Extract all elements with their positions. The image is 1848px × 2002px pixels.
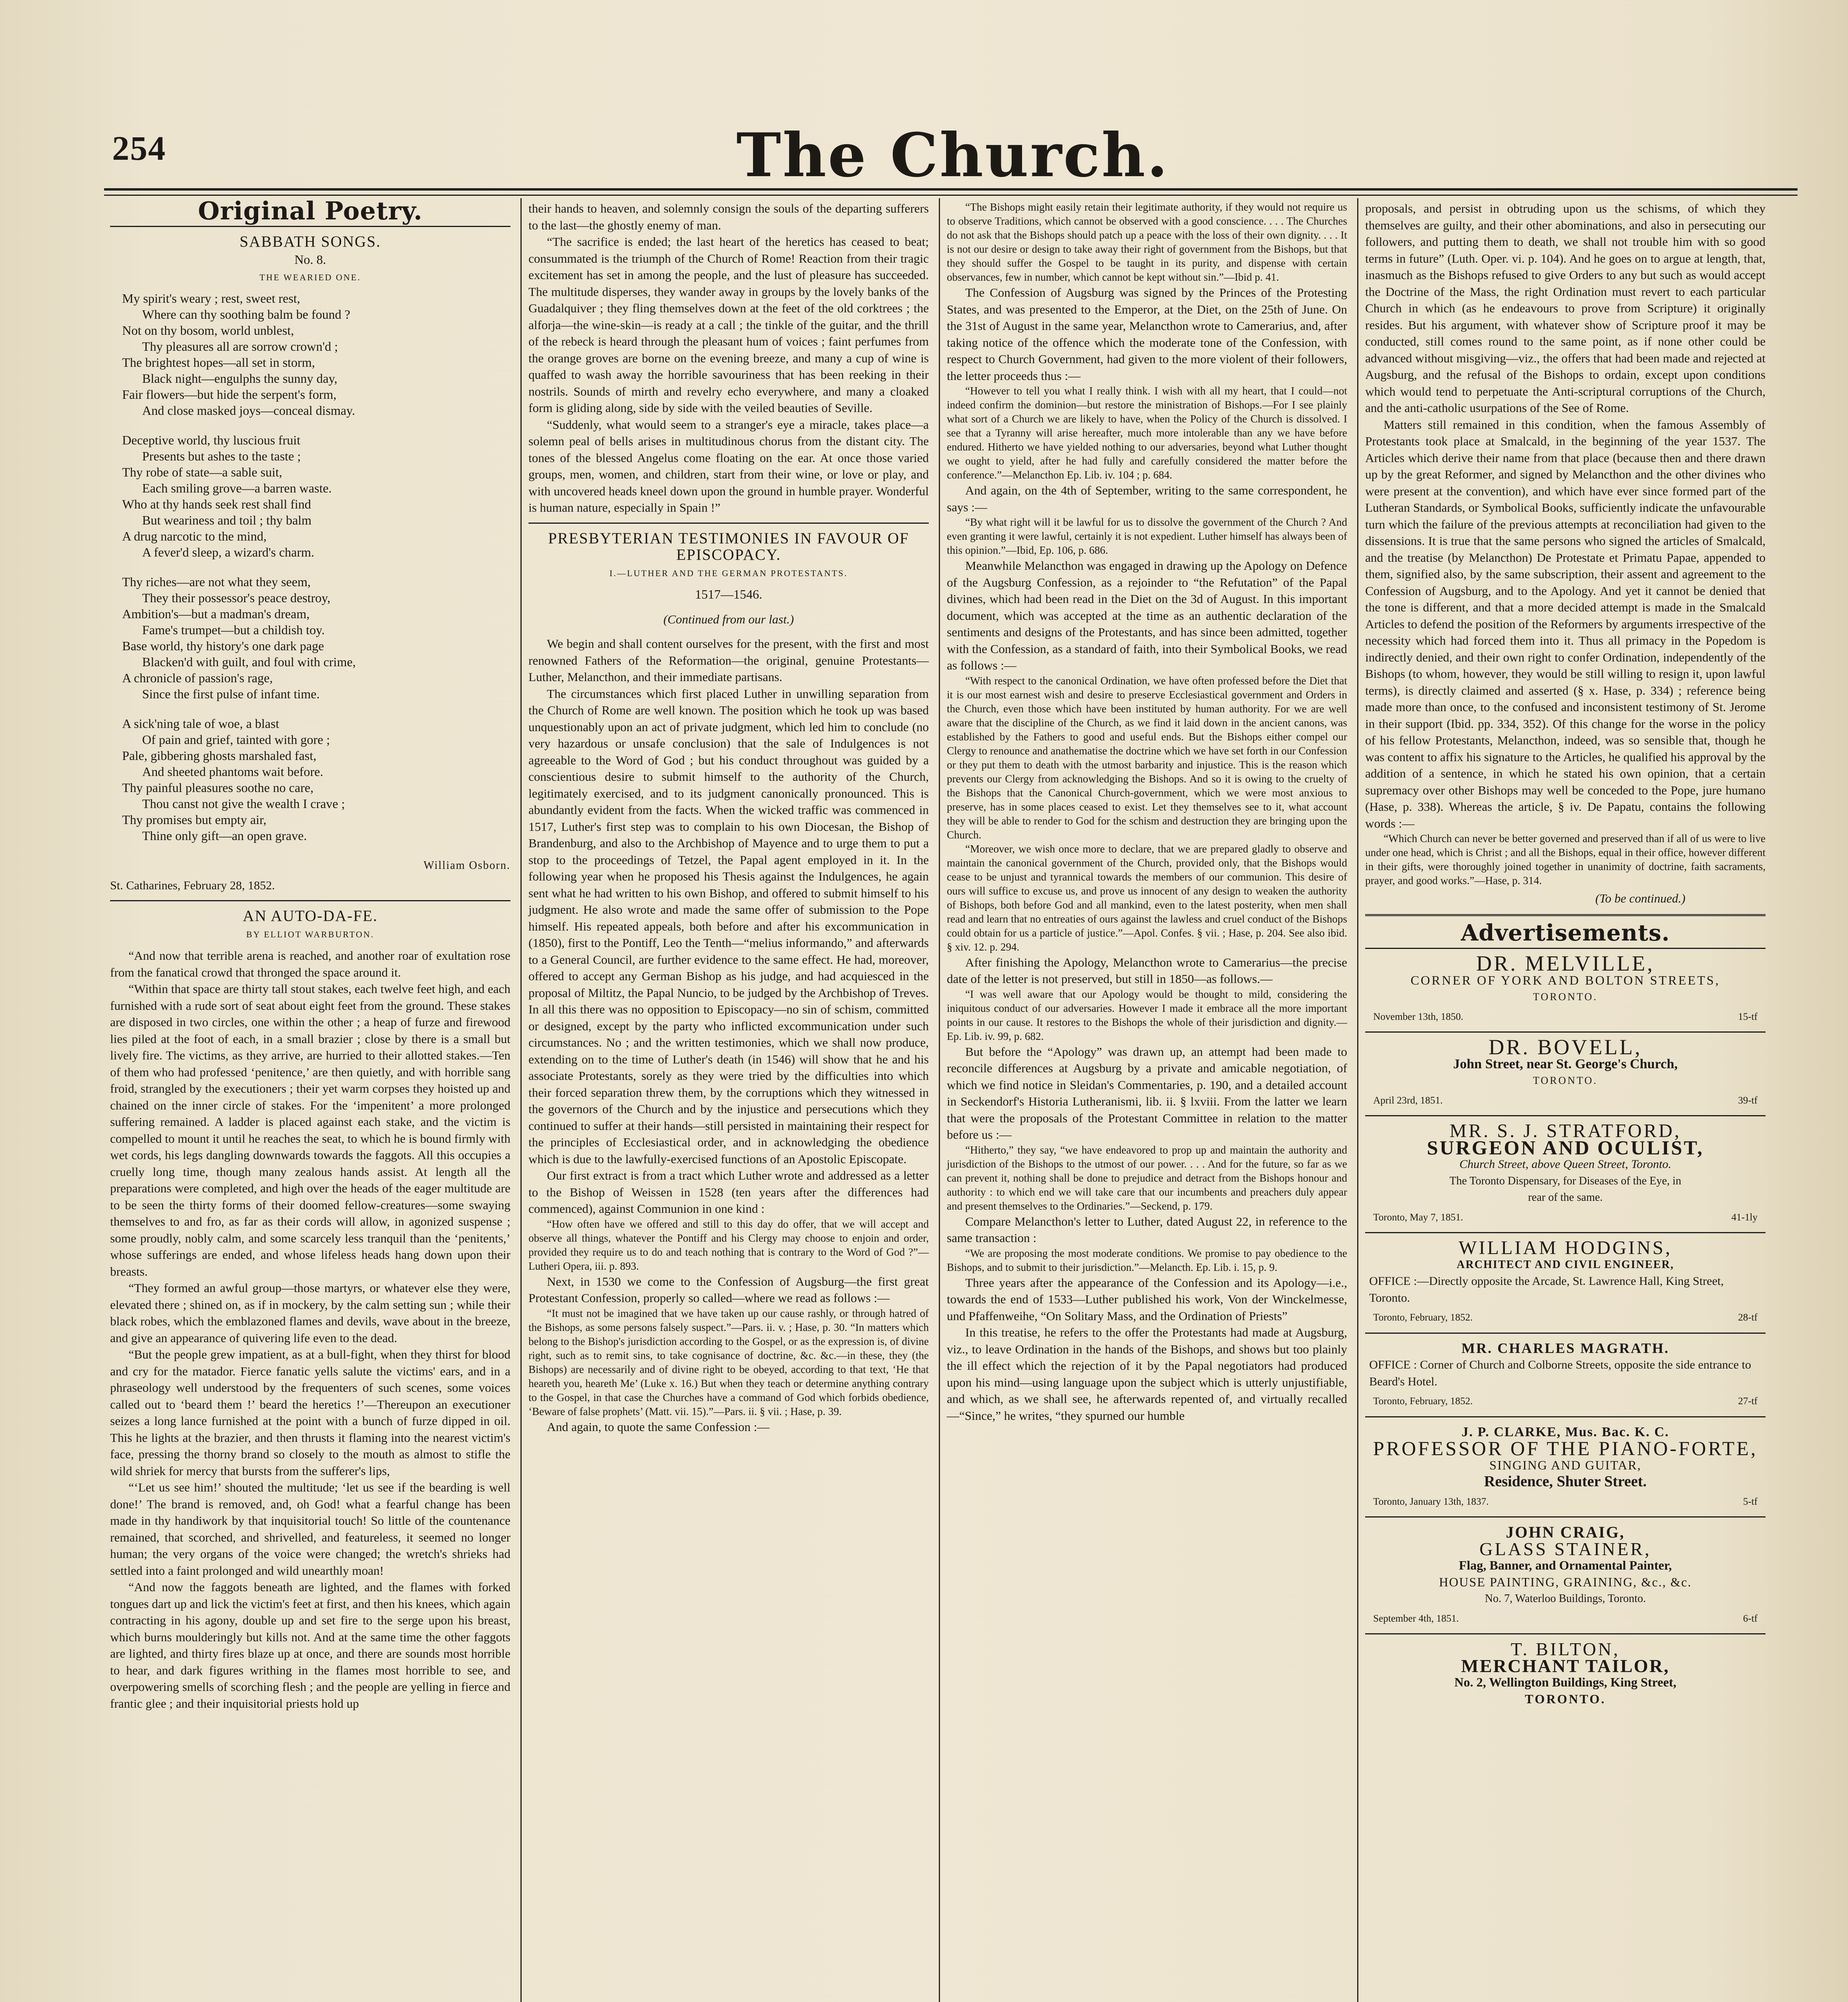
ad-melville bbox=[1365, 951, 1766, 1025]
article-years: 1517—1546. bbox=[695, 587, 762, 601]
poem-line: Thy promises but empty air, bbox=[122, 812, 267, 827]
divider bbox=[1365, 1516, 1766, 1518]
ad-code: 39-tf bbox=[1738, 1095, 1758, 1106]
divider bbox=[1365, 1232, 1766, 1233]
column-4 bbox=[1365, 200, 1766, 1711]
paragraph: “And now the faggots beneath are lighted, and the flames with forked tongues dart up and lick the victim's feet at first, and then his knees, which again contracting in his agony, double up and set fire to the serge upon his breast, which burns moulderingly but kills not. And at the same time the other faggots are lighted, and thirty fires blaze up at once, and there are sounds most horrible to hear, and dark figures writhing in the flames most horrible to see, and overpowering smells of scorching flesh ; and the people are yelling in fierce and frantic glee ; and their inquisitorial priests hold up bbox=[110, 1580, 510, 1711]
ad-name: MR. CHARLES MAGRATH. bbox=[1461, 1340, 1669, 1356]
poem-line: Fair flowers—but hide the serpent's form, bbox=[122, 387, 337, 402]
section-heading-advertisements: Advertisements. bbox=[1460, 919, 1670, 946]
divider bbox=[1365, 1333, 1766, 1334]
paragraph: And again, on the 4th of September, writing to the same correspondent, he says :— bbox=[947, 483, 1347, 514]
poem-place-date: St. Catharines, February 28, 1852. bbox=[110, 878, 275, 892]
poem-line: Thou canst not give the wealth I crave ; bbox=[142, 796, 345, 811]
poem-line: Blacken'd with guilt, and foul with crime, bbox=[142, 655, 356, 669]
divider bbox=[1365, 1633, 1766, 1634]
ad-meta bbox=[1365, 1493, 1766, 1510]
poem-line: Base world, thy history's one dark page bbox=[122, 639, 324, 653]
header-rule bbox=[104, 188, 1798, 196]
poem-line: Since the first pulse of infant time. bbox=[142, 687, 320, 701]
ad-date: November 13th, 1850. bbox=[1373, 1011, 1463, 1022]
poem-line: Pale, gibbering ghosts marshaled fast, bbox=[122, 748, 317, 763]
divider bbox=[110, 900, 510, 901]
poem-line: Thy riches—are not what they seem, bbox=[122, 575, 311, 589]
ad-code: 28-tf bbox=[1738, 1312, 1758, 1323]
divider bbox=[1365, 1031, 1766, 1033]
paragraph: In this treatise, he refers to the offer the Protestants had made at Augsburg, viz., to leave Ordination in the hands of the Bishops, and shows but too plainly the ill effect which the rejection of it by the Papal negotiators had produced upon his mind—using language upon the subject which is utterly unjustifiable, and which, as we shall see, he afterwards repented of, and virtually recalled—“Since,” he writes, “they spurned our humble bbox=[947, 1325, 1347, 1423]
ad-name: JOHN CRAIG, bbox=[1506, 1523, 1625, 1541]
ad-date: Toronto, May 7, 1851. bbox=[1373, 1212, 1463, 1223]
poem-line: Thy robe of state—a sable suit, bbox=[122, 465, 282, 479]
paragraph: Matters still remained in this condition, when the famous Assembly of Protestants took place at Smalcald, in the beginning of the year 1537. The Articles which derive their name from that place (because then and there drawn up by the great Reformer, and signed by Melancthon and the other divines who were present at the convention), and which have ever since formed part of the Lutheran Standards, or Symbolical Books, sufficiently indicate the unfavourable turn which the failure of the previous attempts at reconciliation had given to the dissensions. It is true that the same persons who signed the articles of Smalcald, and the treatise (by Melancthon) De Protestate et Primatu Papae, appended to them, signified also, by the same subscription, their assent and agreement to the Confession of Augsburg, and to the Apology. And yet it cannot be denied that the tone is different, and that a more decided attempt is made in the Smalcald Articles to defend the position of the Reformers by arguments irrespective of the necessity which had forced them into it. Thus all primacy in the Popedom is indirectly denied, and their own right to confer Ordination, independently of the Bishops (to whom, however, they would be still willing to resign it, upon lawful terms), is directly claimed and asserted (§ x. Hase, p. 334) ; reference being made more than once, to the confused and inconsistent testimony of St. Jerome in their support (Ibid. pp. 334, 352). Of this change for the worse in the policy of his fellow Protestants, Melancthon, indeed, was so sensible that, though he was content to affix his signature to the Articles, he qualified his approval by the addition of a sentence, in which he stated his own opinion, that a certain supremacy over other Bishops may well be conceded to the Pope, jure humano (Hase, p. 338). Whereas the article, § iv. De Papatu, contains the following words :— bbox=[1365, 417, 1766, 830]
ad-name: DR. MELVILLE, bbox=[1476, 951, 1655, 975]
continued-note: (Continued from our last.) bbox=[663, 612, 794, 626]
ad-meta bbox=[1365, 1092, 1766, 1109]
quotation: “It must not be imagined that we have taken up our cause rashly, or through hatred of the Bishops, as some persons falsely suspect.”—Pars. ii. v. ; Hase, p. 30. “In matters which belong to the Bishop's jurisdiction according to the Gospel, or as the expression is, of divine right, such as to remit sins, to take cognisance of doctrine, &c. &c.—in these, they (the Bishops) are necessarily and of divine right to be obeyed, according to that text, ‘He that heareth you, heareth Me’ (Luke x. 16.) But when they teach or determine anything contrary to the Gospel, in that case the Churches have a command of God which forbids obedience, ‘Beware of false prophets’ (Matt. vii. 15).”—Pars. ii. § vii. ; Hase, p. 39. bbox=[528, 1307, 929, 1417]
poem-line: A sick'ning tale of woe, a blast bbox=[122, 716, 279, 731]
paragraph: And again, to quote the same Confession :— bbox=[547, 1419, 770, 1434]
ad-meta bbox=[1365, 1610, 1766, 1627]
ad-code: 27-tf bbox=[1738, 1396, 1758, 1407]
poem-line: Deceptive world, thy luscious fruit bbox=[122, 433, 301, 447]
poem-line: Thy painful pleasures soothe no care, bbox=[122, 780, 314, 795]
paragraph: “They formed an awful group—those martyrs, or whatever else they were, elevated there ; shined on, as if in mockery, by the calm setting sun ; while their black robes, which the emblazoned flames and devils, wave about in the breeze, and give an appearance of quivering life even to the dead. bbox=[110, 1281, 510, 1345]
poem-line: Presents but ashes to the taste ; bbox=[142, 449, 301, 463]
paragraph: After finishing the Apology, Melancthon wrote to Camerarius—the precise date of the letter is not preserved, but still in 1850—as follows.— bbox=[947, 955, 1347, 986]
ad-name: WILLIAM HODGINS, bbox=[1458, 1237, 1672, 1258]
paragraph: “But the people grew impatient, as at a bull-fight, when they thirst for blood and cry for the matador. Fierce fanatic yells salute the victims' ears, and in a phraseology well understood by the frequenters of such scenes, some voices called out to ‘beard them !’ beard the heretics !’—Thereupon an executioner seizes a long lance furnished at the point with a bunch of furze dipped in oil. This he lights at the brazier, and then thrusts it flaming into the nearest victim's face, pressing the thorny brand so closely to the mouth as almost to stifle the wild shriek for mercy that bursts from the sufferer's lips, bbox=[110, 1347, 510, 1478]
ad-code: 6-tf bbox=[1743, 1613, 1758, 1624]
poem-line: A drug narcotic to the mind, bbox=[122, 529, 267, 543]
quotation: “Which Church can never be better governed and preserved than if all of us were to live under one head, which is Christ ; and all the Bishops, equal in their office, however different in their gifts, were thoroughly joined together in unanimity of doctrine, faith sacraments, prayer, and good works.”—Hase, p. 314. bbox=[1365, 832, 1766, 886]
paragraph: Compare Melancthon's letter to Luther, dated August 22, in reference to the same transaction : bbox=[947, 1214, 1347, 1245]
ad-name: J. P. CLARKE, Mus. Bac. K. C. bbox=[1461, 1424, 1669, 1439]
poem-title: SABBATH SONGS. bbox=[239, 233, 381, 250]
page-number: 254 bbox=[112, 129, 166, 167]
ad-name: DR. BOVELL, bbox=[1488, 1035, 1642, 1059]
ad-title: ARCHITECT AND CIVIL ENGINEER, bbox=[1456, 1258, 1674, 1271]
divider bbox=[1365, 914, 1766, 918]
ad-name: T. BILTON, bbox=[1511, 1639, 1620, 1659]
paragraph: The Confession of Augsburg was signed by the Princes of the Protesting States, and was presented to the Emperor, at the Diet, on the 25th of June. On the 31st of August in the same year, Melancthon wrote to Camerarius, and, after taking notice of the offence which the moderate tone of the Confession, with respect to Church Government, had given to the more violent of their followers, the letter proceeds thus :— bbox=[947, 285, 1347, 383]
ad-subtitle: SINGING AND GUITAR, bbox=[1489, 1457, 1641, 1472]
ad-stratford bbox=[1365, 1120, 1766, 1226]
ad-code: 15-tf bbox=[1738, 1011, 1758, 1022]
ad-line: HOUSE PAINTING, GRAINING, &c., &c. bbox=[1439, 1574, 1692, 1589]
paragraph: The circumstances which first placed Luther in unwilling separation from the Church of Rome are well known. The position which he took up was based unquestionably upon an act of private judgment, which led him to conclude (no very hazardous or unsafe conclusion) that the sale of Indulgences is not agreeable to the Word of God ; but his conduct throughout was guided by a conscientious desire to submit himself to the authority of the Church, legitimately exercised, and to its judgment canonically pronounced. This is abundantly evident from the facts. When the wicked traffic was commenced in 1517, Luther's first step was to complain to his own Diocesan, the Bishop of Brandenburg, and also to the Archbishop of Mayence and to urge them to put a stop to the proceedings of Tetzel, the Papal agent employed in it. In the following year when he proposed his Thesis against the Indulgences, he again sent what he had written to his own Bishop, and offered to submit himself to his judgment. He also wrote and made the same offer of submission to the Pope himself. His repeated appeals, both before and after his excommunication in (1850), first to the Pontiff, Leo the Tenth—“melius informando,” and afterwards to a General Council, are further evidence to the same effect. He had, moreover, offered to accept any German Bishop as his judge, and had acquiesced in the proposal of Miltitz, the Papal Nuncio, to be judged by the Archbishop of Treves. In all this there was no opposition to Episcopacy—no sin of schism, committed or designed, except by the party who inflicted excommunication under such circumstances. No ; and the written testimonies, which we shall now produce, extending on to the time of Luther's death (in 1546) will show that he and his associate Protestants, sorely as they were tried by the difficulties into which their forced separation threw them, by the corruptions which they witnessed in the governors of the Church and by the injustice and persecutions which they continued to suffer at their hands—still persisted in maintaining their respect for the principles of Ecclesiastical order, and in acknowledging the obedience which is due to the lawfully-exercised functions of an Apostolic Episcopate. bbox=[528, 686, 929, 1166]
poem-stanza bbox=[122, 574, 510, 702]
ad-hodgins bbox=[1365, 1237, 1766, 1326]
divider bbox=[1365, 1115, 1766, 1116]
poem-line: Of pain and grief, tainted with gore ; bbox=[142, 732, 330, 747]
ad-city: TORONTO. bbox=[1533, 991, 1598, 1003]
ad-date: Toronto, January 13th, 1837. bbox=[1373, 1496, 1489, 1507]
divider bbox=[110, 226, 510, 227]
poem-stanza bbox=[122, 432, 510, 560]
ad-bilton bbox=[1365, 1641, 1766, 1707]
ad-title: MERCHANT TAILOR, bbox=[1461, 1655, 1670, 1676]
ad-title: PROFESSOR OF THE PIANO-FORTE, bbox=[1373, 1437, 1758, 1459]
divider bbox=[528, 523, 929, 524]
quotation: “The Bishops might easily retain their legitimate authority, if they would not require us to observe Traditions, which cannot be observed with a good conscience. . . . The Churches do not ask that the Bishops should patch up a peace with the loss of their own dignity. . . . It is not our desire or design to take away their right of government from the Bishops, but that they should suffer the Gospel to be taught in its purity, and dispense with certain observances, few in number, which cannot be kept without sin.”—Ibid p. 41. bbox=[947, 201, 1347, 283]
poem-body bbox=[122, 290, 510, 844]
ad-title: SURGEON AND OCULIST, bbox=[1427, 1136, 1704, 1159]
ad-magrath bbox=[1365, 1340, 1766, 1410]
paragraph: We begin and shall content ourselves for the present, with the first and most renowned Fathers of the Reformation—the original, genuine Protestants—Luther, Melancthon, and their immediate partisans. bbox=[528, 637, 929, 684]
ad-address: No. 2, Wellington Buildings, King Street, bbox=[1454, 1675, 1677, 1689]
column-3 bbox=[947, 200, 1347, 1424]
article-title: PRESBYTERIAN TESTIMONIES IN FAVOUR OF EPISCOPACY. bbox=[548, 529, 909, 563]
paragraph: Our first extract is from a tract which Luther wrote and addressed as a letter to the Bishop of Weissen in 1528 (ten years after the differences had commenced), against Communion in one kind : bbox=[528, 1168, 929, 1216]
masthead: The Church. bbox=[736, 120, 1169, 191]
ad-meta bbox=[1365, 1209, 1766, 1226]
poem-line: My spirit's weary ; rest, sweet rest, bbox=[122, 291, 300, 306]
poem-line: Thy pleasures all are sorrow crown'd ; bbox=[142, 339, 338, 354]
poem-stanza bbox=[122, 290, 510, 418]
story-body bbox=[110, 947, 510, 1712]
paragraph: proposals, and persist in obtruding upon us the schisms, of which they themselves are guilty, and their other abominations, and also in persecuting our followers, and putting them to death, we shall not trouble him with so good terms in future” (Luth. Oper. vi. p. 104). And he goes on to argue at length, that, inasmuch as the Bishops refused to give Orders to any but such as would accept the Doctrine of the Mass, the right Ordination must revert to each particular Church in which (as he endeavours to prove from Scripture) it originally resides. But his argument, with whatever show of Scripture proof it may be conducted, still comes round to the same point, as if none other could be advanced without misgiving—viz., the offers that had been made and rejected at Augsburg, and the refusal of the Bishops to ordain, except upon conditions which would tend to perpetuate the Anti-scriptural corruptions of the Church, and the anti-catholic usurpations of the See of Rome. bbox=[1365, 201, 1766, 415]
paragraph: Three years after the appearance of the Confession and its Apology—i.e., towards the end of 1533—Luther published his work, Von der Winckelmesse, und Pfaffenweihe, “On Solitary Mass, and the Ordination of Priests” bbox=[947, 1275, 1347, 1323]
ad-subtitle: Flag, Banner, and Ornamental Painter, bbox=[1459, 1558, 1672, 1572]
ad-date: September 4th, 1851. bbox=[1373, 1613, 1459, 1624]
paragraph: But before the “Apology” was drawn up, an attempt had been made to reconcile differences at Augsburg by a private and amicable negotiation, of which we find notice in Sleidan's Commentaries, p. 190, and a detailed account in Seckendorf's Historia Lutheranismi, lib. ii. § lxviii. From the latter we learn that were the proposals of the Protestant Committee in relation to the matter before us :— bbox=[947, 1044, 1347, 1142]
paragraph: “The sacrifice is ended; the last heart of the heretics has ceased to beat; consummated is the triumph of the Church of Rome! Reaction from their tragic excitement has set in among the people, and the lust of pleasure has succeeded. The multitude disperses, they wander away in groups by the lovely banks of the Guadalquiver ; they fling themselves down at the feet of the old corktrees ; the alforja—the wine-skin—is ready at a call ; the tinkle of the guitar, and the thrill of the rebeck is heard through the pleasant hum of voices ; faint perfumes from the orange groves are borne on the evening breeze, and many a cup of wine is quaffed to wash away the horrible savouriness that has been reeking in their nostrils. Sounds of mirth and revelry echo everywhere, and many a cloaked form is gliding along, side by side with the veiled beauties of Seville. bbox=[528, 235, 929, 415]
paragraph: Next, in 1530 we come to the Confession of Augsburg—the first great Protestant Confession, properly so called—where we read as follows :— bbox=[528, 1274, 929, 1305]
ad-city: TORONTO. bbox=[1533, 1075, 1598, 1086]
story-title: AN AUTO-DA-FE. bbox=[243, 907, 378, 925]
poem-signature: William Osborn. bbox=[423, 859, 510, 872]
ad-office: OFFICE : Corner of Church and Colborne Streets, opposite the side entrance to Beard's Hotel. bbox=[1369, 1358, 1751, 1388]
quotation: “With respect to the canonical Ordination, we have often professed before the Diet that it is our most earnest wish and desire to preserve Ecclesiastical government and Orders in the Church, even those which have been instituted by human authority. For we are well aware that the discipline of the Church, as we find it laid down in the ancient canons, was established by the Fathers to good and useful ends. But the Bishops either compel our Clergy to renounce and anathematise the doctrine which we have set forth in our Confession or they put them to death with the utmost barbarity and injustice. This is the reason which prevents our Clergy from acknowledging the Bishops. And so it is owing to the cruelty of the Bishops that the Canonical Church-government, which we were most anxious to preserve, has in some places ceased to exist. Let they themselves see to it, what account they will be able to render to God for the schism and destruction they are bringing upon the Church. bbox=[947, 674, 1347, 841]
quotation: “We are proposing the most moderate conditions. We promise to pay obedience to the Bishops, and to submit to their jurisdiction.”—Melancth. Ep. Lib. i. 15, p. 9. bbox=[947, 1247, 1347, 1273]
quotation: “By what right will it be lawful for us to dissolve the government of the Church ? And even granting it were lawful, certainly it is not expedient. Luther himself has always been of this opinion.”—Ibid, Ep. 106, p. 686. bbox=[947, 516, 1347, 556]
quotation: “How often have we offered and still to this day do offer, that we will accept and observe all things, whatever the Pontiff and his Clergy may choose to enjoin and order, provided they require us to do and teach nothing that is contrary to the Word of God ?”—Lutheri Opera, iii. p. 893. bbox=[528, 1218, 929, 1272]
paragraph: their hands to heaven, and solemnly consign the souls of the departing sufferers to the last—the ghostly enemy of man. bbox=[528, 201, 929, 232]
ad-code: 41-1ly bbox=[1731, 1212, 1758, 1223]
ad-meta bbox=[1365, 1393, 1766, 1410]
ad-meta bbox=[1365, 1009, 1766, 1025]
quotation: “Moreover, we wish once more to declare, that we are prepared gladly to observe and maintain the canonical government of the Church, provided only, that the Bishops would cease to be unjust and tyrannical towards the members of our communion. This desire of ours will suffice to excuse us, and prove us innocent of any design to weaken the authority of Bishops, both before God and all mankind, even to the latest posterity, when men shall read and learn that no entreaties of ours against the lawless and cruel conduct of the Bishops could obtain for us a particle of justice.”—Apol. Confes. § vii. ; Hase, p. 204. See also ibid. § xiv. 12. p. 294. bbox=[947, 842, 1347, 953]
poem-line: But weariness and toil ; thy balm bbox=[142, 513, 312, 527]
poem-line: Who at thy hands seek rest shall find bbox=[122, 497, 311, 511]
poem-line: Each smiling grove—a barren waste. bbox=[142, 481, 332, 495]
poem-line: And sheeted phantoms wait before. bbox=[142, 764, 323, 779]
ad-residence: Residence, Shuter Street. bbox=[1484, 1473, 1647, 1490]
ad-address: John Street, near St. George's Church, bbox=[1453, 1056, 1678, 1071]
ad-date: April 23rd, 1851. bbox=[1373, 1095, 1443, 1106]
ad-address: CORNER OF YORK AND BOLTON STREETS, bbox=[1410, 973, 1720, 987]
quotation: “I was well aware that our Apology would be thought to mild, considering the iniquitous conduct of our adversaries. However I made it embrace all the more important points in our cause. It restores to the Bishops the whole of their jurisdiction and dignity.—Ep. Lib. iv. 99, p. 682. bbox=[947, 988, 1347, 1042]
poem-line: And close masked joys—conceal dismay. bbox=[142, 403, 356, 418]
story-byline: BY ELLIOT WARBURTON. bbox=[246, 929, 375, 939]
paragraph: “And now that terrible arena is reached, and another roar of exultation rose from the fanatical crowd that thronged the space around it. bbox=[110, 949, 510, 979]
ad-code: 5-tf bbox=[1743, 1496, 1758, 1507]
article-subhead: I.—LUTHER AND THE GERMAN PROTESTANTS. bbox=[609, 568, 848, 578]
poem-line: Fame's trumpet—but a childish toy. bbox=[142, 623, 325, 637]
poem-stanza bbox=[122, 716, 510, 844]
ad-line: rear of the same. bbox=[1528, 1191, 1603, 1204]
poem-line: Thine only gift—an open grave. bbox=[142, 828, 307, 843]
divider bbox=[1365, 1416, 1766, 1417]
ad-address: No. 7, Waterloo Buildings, Toronto. bbox=[1484, 1592, 1646, 1605]
poem-number: No. 8. bbox=[294, 252, 326, 267]
divider bbox=[1365, 948, 1766, 949]
paragraph: Meanwhile Melancthon was engaged in drawing up the Apology on Defence of the Augsburg Confession, as a rejoinder to “the Refutation” of the Papal divines, which had been read in the Diet on the 3d of August. In this important document, which was accepted at the time as an authentic declaration of the sentiments and designs of the Protestants, and has since been admitted, together with the Confession, as a standard of faith, into their Symbolical Books, we read as follows :— bbox=[947, 559, 1347, 672]
paragraph: “‘Let us see him!’ shouted the multitude; ‘let us see if the bearding is well done!’ The brand is removed, and, oh God! what a fearful change has been made in thy handiwork by that inquisitorial touch! So little of the countenance remained, that scorched, and shrivelled, and featureless, it seemed no longer human; the very organs of the voice were changed; the wretch's shrieks had settled into a faint prolonged and wild unearthly moan! bbox=[110, 1480, 510, 1578]
ad-line: The Toronto Dispensary, for Diseases of the Eye, in bbox=[1449, 1174, 1681, 1187]
poem-line: Black night—engulphs the sunny day, bbox=[142, 371, 337, 386]
poem-line: Ambition's—but a madman's dream, bbox=[122, 607, 310, 621]
ad-craig bbox=[1365, 1524, 1766, 1627]
poem-line: They their possessor's peace destroy, bbox=[142, 591, 331, 605]
ad-office: OFFICE :—Directly opposite the Arcade, St. Lawrence Hall, King Street, Toronto. bbox=[1369, 1274, 1724, 1305]
poem-line: A chronicle of passion's rage, bbox=[122, 671, 273, 685]
quotation: “Hitherto,” they say, “we have endeavored to prop up and maintain the authority and jurisdiction of the Bishops to the utmost of our power. . . . And for the future, so far as we can prevent it, nothing shall be done to prejudice and detract from the Bishops honour and authority : to which end we will take care that our incumbents and preachers duly appear and present themselves to the Ordinaries.”—Seckend, p. 179. bbox=[947, 1144, 1347, 1212]
column-rule bbox=[939, 198, 940, 2002]
paragraph: “Within that space are thirty tall stout stakes, each twelve feet high, and each furnished with a rude sort of seat about eight feet from the ground. These stakes are disposed in two circles, one within the other ; a heap of furze and firewood lies piled at the foot of each, in a small brazier ; close by there is a small but lively fire. The victims, as they arrive, are hurried to their allotted stakes.—Ten of them who had professed ‘penitence,’ are then quietly, and with horrible sang froid, strangled by the executioners ; their yet warm corpses they hoisted up and chained on the inner circle of stakes. For the ‘impenitent’ a more prolonged suffering remained. A ladder is placed against each stake, and the victim is compelled to mount it until he reaches the seat, to which he is bound firmly with wet cords, his legs dangling downwards towards the faggots. All this occupies a cruelly long time, though many zealous hands assist. At length all the preparations were completed, and high over the heads of the eager multitude are to be seen the thirty forms of their doomed fellow-creatures—some swaying themselves to and fro, as far as their cords will allow, in agonized suspense ; some proudly, nobly calm, and some scarcely less tranquil than the ‘penitents,’ whose sufferings are ended, and whose lifeless heads hang down upon their breasts. bbox=[110, 982, 510, 1278]
ad-meta bbox=[1365, 1309, 1766, 1326]
section-heading-original-poetry: Original Poetry. bbox=[198, 196, 423, 225]
ad-address: Church Street, above Queen Street, Toronto. bbox=[1459, 1158, 1671, 1171]
column-rule bbox=[520, 198, 522, 2002]
poem-line: Not on thy bosom, world unblest, bbox=[122, 323, 294, 338]
page-header bbox=[112, 120, 1794, 191]
ad-date: Toronto, February, 1852. bbox=[1373, 1396, 1473, 1407]
poem-line: The brightest hopes—all set in storm, bbox=[122, 355, 315, 370]
poem-line: A fever'd sleep, a wizard's charm. bbox=[142, 545, 315, 559]
column-1 bbox=[110, 196, 510, 1712]
ad-city: TORONTO. bbox=[1525, 1691, 1606, 1706]
paragraph: “Suddenly, what would seem to a stranger's eye a miracle, takes place—a solemn peal of bells arises in multitudinous chorus from the distant city. The tones of the blessed Angelus come floating on the ear. At once those varied groups, men, women, and children, start from their wine, or love or play, and with uncovered heads kneel down upon the ground in humble prayer. Wonderful is human nature, especially in Spain !” bbox=[528, 417, 929, 515]
ad-bovell bbox=[1365, 1035, 1766, 1109]
quotation: “However to tell you what I really think. I wish with all my heart, that I could—not indeed confirm the dominion—but restore the ministration of Bishops.—For I see plainly what sort of a Church we are likely to have, when the Policy of the Church is dissolved. I see that a Tyranny will arise hereafter, much more intolerable than any we have before endured. Hitherto we have yielded nothing to our adversaries, beyond what Luther thought we ought to yield, after he had fully and carefully considered the matter before the conference.”—Melancthon Ep. Lib. iv. 104 ; p. 684. bbox=[947, 385, 1347, 481]
ad-date: Toronto, February, 1852. bbox=[1373, 1312, 1473, 1323]
column-rule bbox=[1357, 198, 1358, 2002]
ad-title: GLASS STAINER, bbox=[1479, 1538, 1651, 1559]
to-be-continued: (To be continued.) bbox=[1595, 891, 1685, 905]
poem-subtitle: THE WEARIED ONE. bbox=[259, 272, 361, 282]
poem-line: Where can thy soothing balm be found ? bbox=[142, 307, 350, 322]
column-2 bbox=[528, 200, 929, 1435]
ad-clarke bbox=[1365, 1424, 1766, 1510]
ad-name: MR. S. J. STRATFORD, bbox=[1449, 1120, 1681, 1142]
